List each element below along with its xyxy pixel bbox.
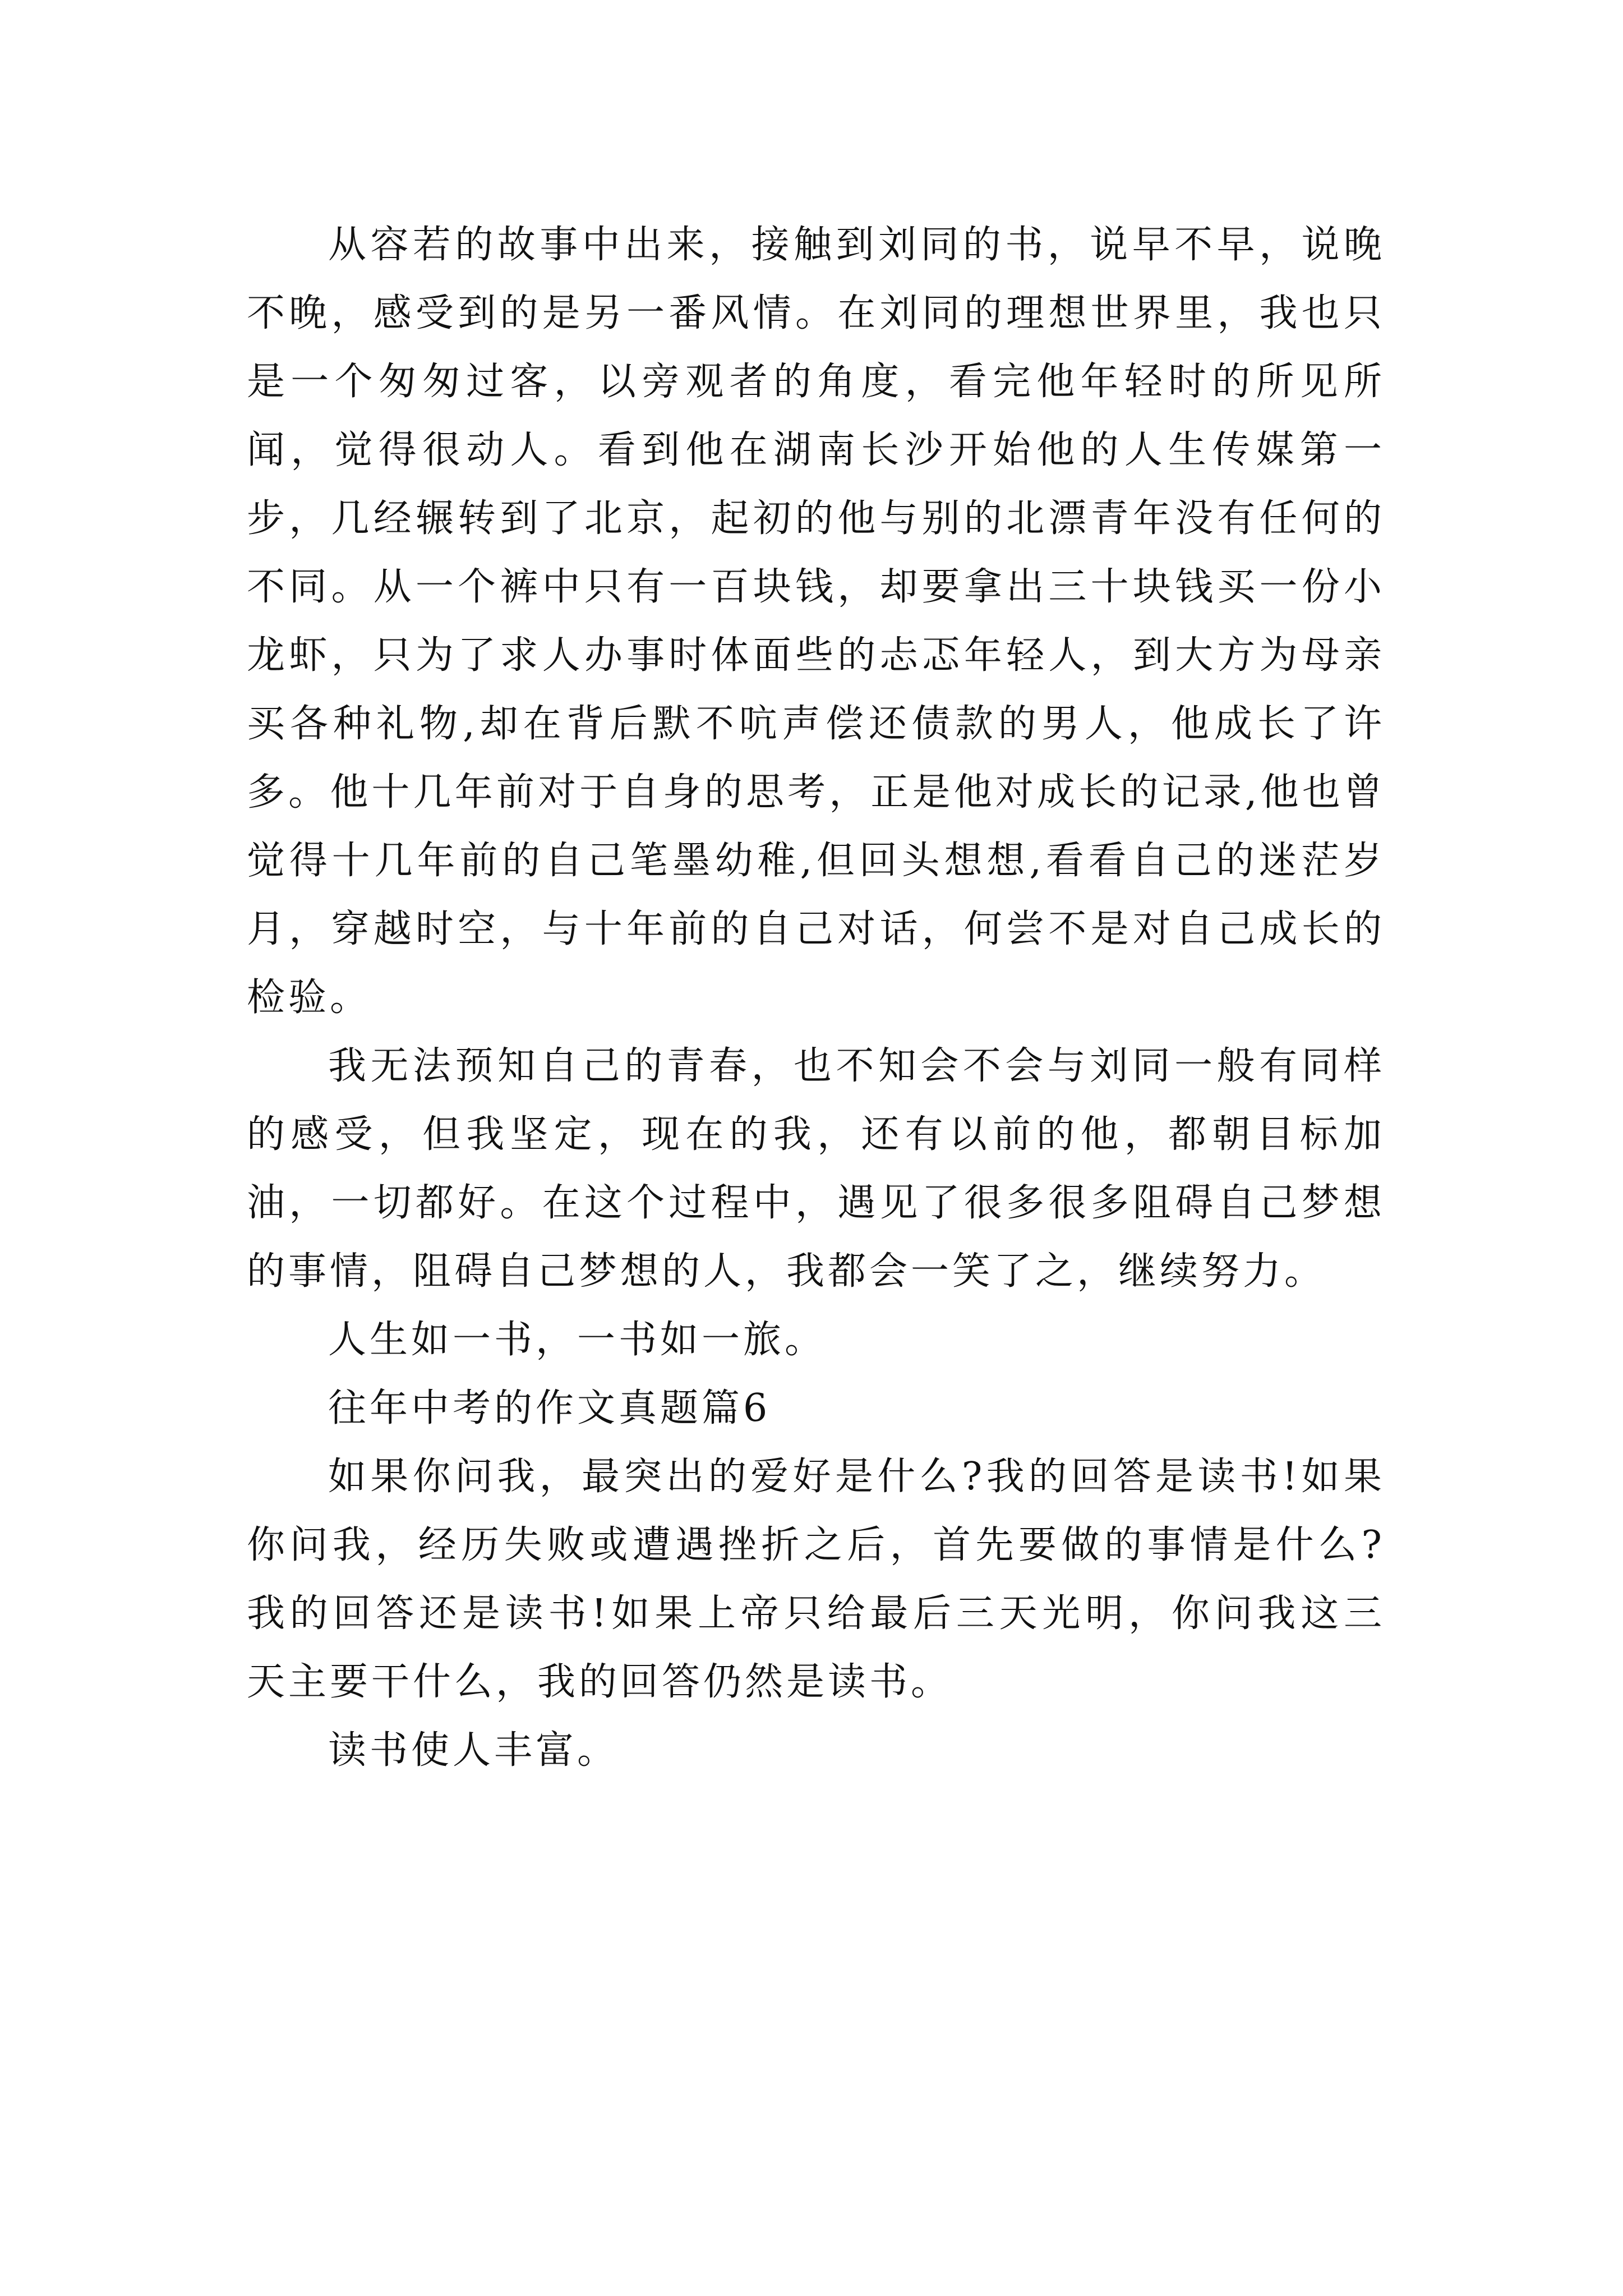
paragraph-4: 如果你问我，最突出的爱好是什么?我的回答是读书!如果你问我，经历失败或遭遇挫折之后，首先要做的事情是什么?我的回答还是读书!如果上帝只给最后三天光明，你问我这三天主要干什么，我的回答仍然是读书。	[247, 1455, 1385, 1704]
paragraph-1: 从容若的故事中出来，接触到刘同的书，说早不早，说晚不晚，感受到的是另一番风情。在刘同的理想世界里，我也只是一个匆匆过客，以旁观者的角度，看完他年轻时的所见所闻，觉得很动人。看到他在湖南长沙开始他的人生传媒第一步，几经辗转到了北京，起初的他与别的北漂青年没有任何的不同。从一个裤中只有一百块钱，却要拿出三十块钱买一份小龙虾，只为了求人办事时体面些的忐忑年轻人，到大方为母亲买各种礼物,却在背后默不吭声偿还债款的男人，他成长了许多。他十几年前对于自身的思考，正是他对成长的记录,他也曾觉得十几年前的自己笔墨幼稚,但回头想想,看看自己的迷茫岁月，穿越时空，与十年前的自己对话，何尝不是对自己成长的检验。	[247, 223, 1385, 1020]
section-heading: 往年中考的作文真题篇6	[328, 1386, 771, 1430]
paragraph-2: 我无法预知自己的青春，也不知会不会与刘同一般有同样的感受，但我坚定，现在的我，还有以前的他，都朝目标加油，一切都好。在这个过程中，遇见了很多很多阻碍自己梦想的事情，阻碍自己梦想的人，我都会一笑了之，继续努力。	[247, 1044, 1385, 1294]
paragraph-5: 读书使人丰富。	[328, 1728, 619, 1773]
document-body	[247, 211, 1385, 1785]
paragraph-3: 人生如一书，一书如一旅。	[328, 1318, 827, 1362]
